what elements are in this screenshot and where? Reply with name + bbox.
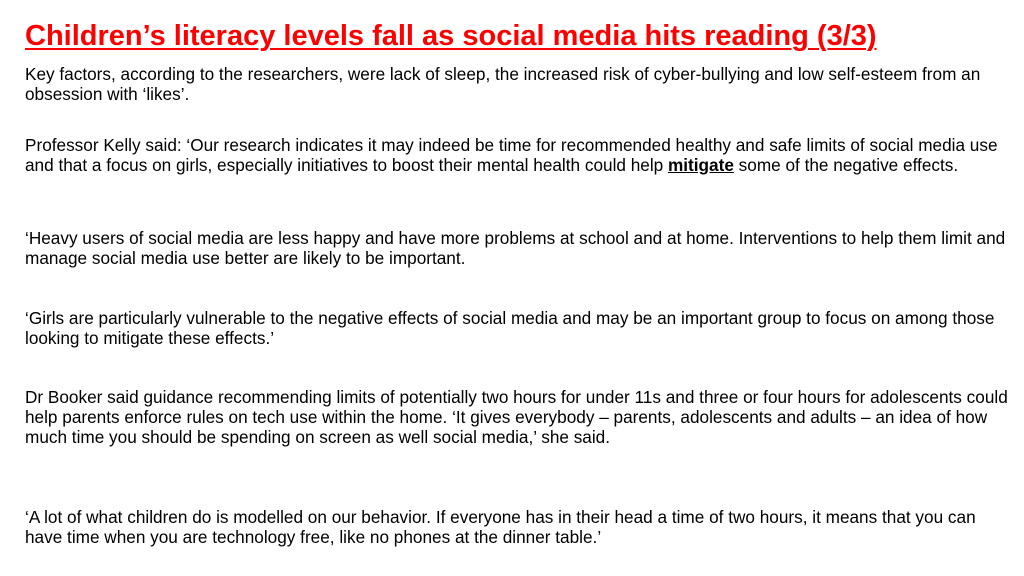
paragraph-text: some of the negative effects. (733, 155, 959, 175)
paragraph-modelled-behavior (25, 507, 1010, 547)
paragraph-text: Key factors, according to the researchers, were lack of sleep, the increased risk of cyber-bullying and low self-esteem from an obsession with ‘likes’. (25, 64, 981, 104)
paragraph-dr-booker (25, 387, 1010, 447)
slide-title: Children’s literacy levels fall as social media hits reading (3/3) (25, 20, 877, 52)
paragraph-heavy-users (25, 228, 1010, 268)
paragraph-girls-vulnerable (25, 308, 1010, 348)
keyword-mitigate: mitigate (668, 155, 734, 175)
paragraph-key-factors (25, 64, 1010, 104)
paragraph-professor-kelly (25, 135, 1010, 175)
paragraph-text: ‘Girls are particularly vulnerable to the negative effects of social media and may be an important group to focus on among those looking to mitigate these effects.’ (25, 308, 995, 348)
paragraph-text: ‘Heavy users of social media are less happy and have more problems at school and at home. Interventions to help them limit and manage social media use better are likely to be important. (25, 228, 1006, 268)
paragraph-text: Dr Booker said guidance recommending limits of potentially two hours for under 11s and three or four hours for adolescents could help parents enforce rules on tech use within the home. ‘It gives everybody – parents, adolescents and adults – an idea of how much time you should be spending on screen as well social media,’ she said. (25, 387, 1008, 447)
paragraph-text: ‘A lot of what children do is modelled on our behavior. If everyone has in their head a time of two hours, it means that you can have time when you are technology free, like no phones at the dinner table.’ (25, 507, 976, 547)
paragraph-text: Professor Kelly said: ‘Our research indicates it may indeed be time for recommended healthy and safe limits of social media use and that a focus on girls, especially initiatives to boost their mental health could help (25, 135, 998, 175)
